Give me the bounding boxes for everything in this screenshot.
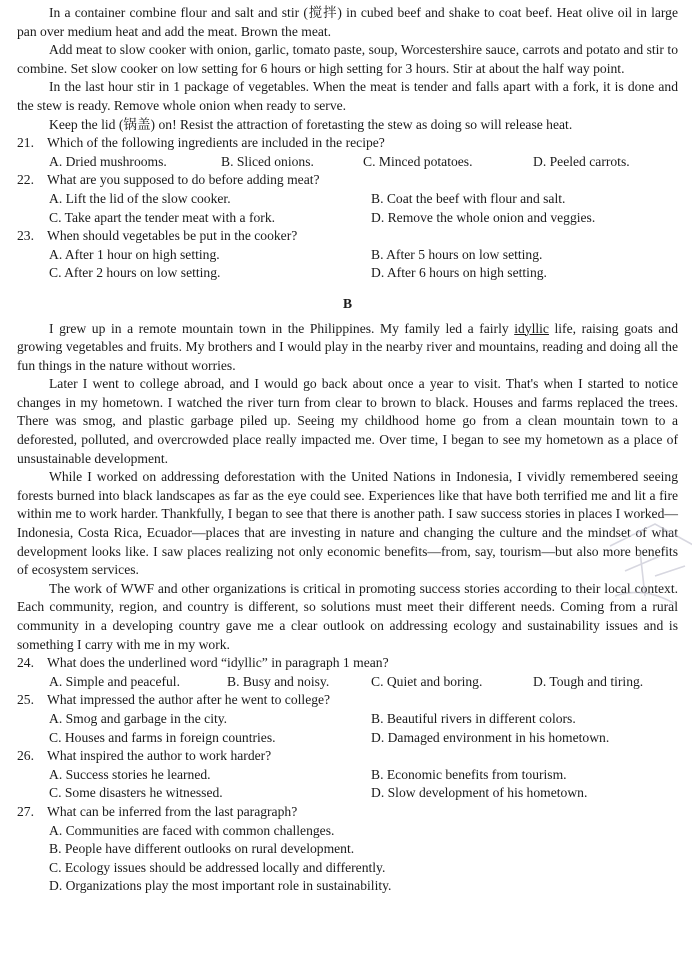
option-b[interactable]: B. Busy and noisy. <box>227 673 330 689</box>
question-text: What impressed the author after he went to college? <box>47 692 331 708</box>
option-d[interactable]: D. Organizations play the most important role in sustainability. <box>49 878 392 894</box>
option-d[interactable]: D. Damaged environment in his hometown. <box>371 729 610 745</box>
question-23 <box>17 227 678 246</box>
document-page <box>17 4 678 896</box>
question-text: When should vegetables be put in the cooker? <box>47 228 298 244</box>
question-26 <box>17 747 678 766</box>
option-d[interactable]: D. Remove the whole onion and veggies. <box>371 209 596 225</box>
question-25-options-row-1 <box>17 710 678 729</box>
question-number: 24. <box>17 655 34 671</box>
text-run: I grew up in a remote mountain town in the Philippines. My family led a fairly <box>49 320 515 336</box>
passage-a-paragraph-2: Add meat to slow cooker with onion, garlic, tomato paste, soup, Worcestershire sauce, carrots and potato and stir to combine. Set slow cooker on low setting for 6 hours or high setting for 3 hours. Stir at about the half way point. <box>17 42 678 76</box>
question-text: Which of the following ingredients are included in the recipe? <box>47 135 385 151</box>
question-number: 23. <box>17 228 34 244</box>
option-c[interactable]: C. Some disasters he witnessed. <box>49 785 223 801</box>
option-a[interactable]: A. After 1 hour on high setting. <box>49 246 220 262</box>
question-23-options-row-1 <box>17 246 678 265</box>
option-d[interactable]: D. Peeled carrots. <box>533 153 630 169</box>
option-a[interactable]: A. Success stories he learned. <box>49 766 211 782</box>
question-27 <box>17 803 678 822</box>
question-24-options <box>17 673 678 692</box>
section-heading: B <box>342 295 353 311</box>
question-24 <box>17 654 678 673</box>
question-text: What are you supposed to do before adding meat? <box>47 172 320 188</box>
passage-b-paragraph-1 <box>17 320 678 376</box>
question-25-options-row-2 <box>17 729 678 748</box>
option-b[interactable]: B. Coat the beef with flour and salt. <box>371 190 566 206</box>
option-d[interactable]: D. Slow development of his hometown. <box>371 785 588 801</box>
option-c[interactable]: C. Ecology issues should be addressed locally and differently. <box>49 859 386 875</box>
option-c[interactable]: C. After 2 hours on low setting. <box>49 265 221 281</box>
option-c[interactable]: C. Quiet and boring. <box>371 673 483 689</box>
passage-a-paragraph-1: In a container combine flour and salt and stir (搅拌) in cubed beef and shake to coat beef. Heat olive oil in large pan over medium heat and add the meat. Brown the meat. <box>17 5 678 39</box>
option-a[interactable]: A. Smog and garbage in the city. <box>49 710 228 726</box>
option-c[interactable]: C. Minced potatoes. <box>363 153 473 169</box>
option-b[interactable]: B. People have different outlooks on rural development. <box>49 841 355 857</box>
passage-b-paragraph-4: The work of WWF and other organizations is critical in promoting success stories according to their local context. Each community, region, and country is different, so solutions must meet their different needs. Coming from a rural community in a developing country gave me a clear outlook on addressing ecology and sustainability issues and is something I carry with me in my work. <box>17 580 678 652</box>
question-22 <box>17 171 678 190</box>
question-26-options-row-1 <box>17 766 678 785</box>
option-c[interactable]: C. Houses and farms in foreign countries. <box>49 729 276 745</box>
option-a[interactable]: A. Lift the lid of the slow cooker. <box>49 190 231 206</box>
option-a[interactable]: A. Dried mushrooms. <box>49 153 167 169</box>
option-c[interactable]: C. Take apart the tender meat with a fork. <box>49 209 276 225</box>
question-22-options-row-1 <box>17 190 678 209</box>
option-b[interactable]: B. Economic benefits from tourism. <box>371 766 567 782</box>
question-25 <box>17 691 678 710</box>
text-run: life, raising goats and growing vegetables and fruits. My brothers and I would play in the nearby river and mountains, reading and doing all the fun things in the nature without worries. <box>17 320 678 373</box>
question-21-options <box>17 153 678 172</box>
question-number: 21. <box>17 135 34 151</box>
option-d[interactable]: D. After 6 hours on high setting. <box>371 265 547 281</box>
question-number: 26. <box>17 748 34 764</box>
question-number: 22. <box>17 172 34 188</box>
question-text: What can be inferred from the last paragraph? <box>47 803 298 819</box>
passage-b-paragraph-2: Later I went to college abroad, and I would go back about once a year to visit. That's when I started to notice changes in my hometown. I watched the river turn from clear to brown to black. Houses and farms replaced the trees. There was smog, and plastic garbage piled up. Seeing my childhood home go from a clean mountain town to a deforested, polluted, and overcrowded place really impacted me. Over time, I began to see my hometown as a place of unsustainable development. <box>17 376 678 466</box>
passage-a-paragraph-3: In the last hour stir in 1 package of vegetables. When the meat is tender and falls apart with a fork, it is done and the stew is ready. Remove whole onion when ready to serve. <box>17 79 678 113</box>
option-a[interactable]: A. Communities are faced with common challenges. <box>49 822 335 838</box>
passage-a-paragraph-4: Keep the lid (锅盖) on! Resist the attraction of foretasting the stew as doing so will release heat. <box>49 116 573 132</box>
question-text: What does the underlined word “idyllic” in paragraph 1 mean? <box>47 655 389 671</box>
question-21 <box>17 134 678 153</box>
question-26-options-row-2 <box>17 784 678 803</box>
question-22-options-row-2 <box>17 209 678 228</box>
option-b[interactable]: B. After 5 hours on low setting. <box>371 246 543 262</box>
option-a[interactable]: A. Simple and peaceful. <box>49 673 180 689</box>
passage-b-paragraph-3: While I worked on addressing deforestation with the United Nations in Indonesia, I vividly remembered seeing forests burned into black landscapes as far as the eye could see. Experiences like that have both terrified me and lit a fire within me to work harder. Thankfully, I began to see that there is another path. I saw success stories in places I worked—Indonesia, Costa Rica, Ecuador—places that are investing in nature and changing the culture and the mindset of what development looks like. I saw places realizing not only economic benefits—from, say, tourism—but also more benefits of ecosystem services. <box>17 469 678 578</box>
option-d[interactable]: D. Tough and tiring. <box>533 673 644 689</box>
question-23-options-row-2 <box>17 264 678 283</box>
option-b[interactable]: B. Beautiful rivers in different colors. <box>371 710 576 726</box>
option-b[interactable]: B. Sliced onions. <box>221 153 314 169</box>
question-number: 25. <box>17 692 34 708</box>
underlined-word: idyllic <box>514 320 549 336</box>
question-text: What inspired the author to work harder? <box>47 748 272 764</box>
question-number: 27. <box>17 803 34 819</box>
